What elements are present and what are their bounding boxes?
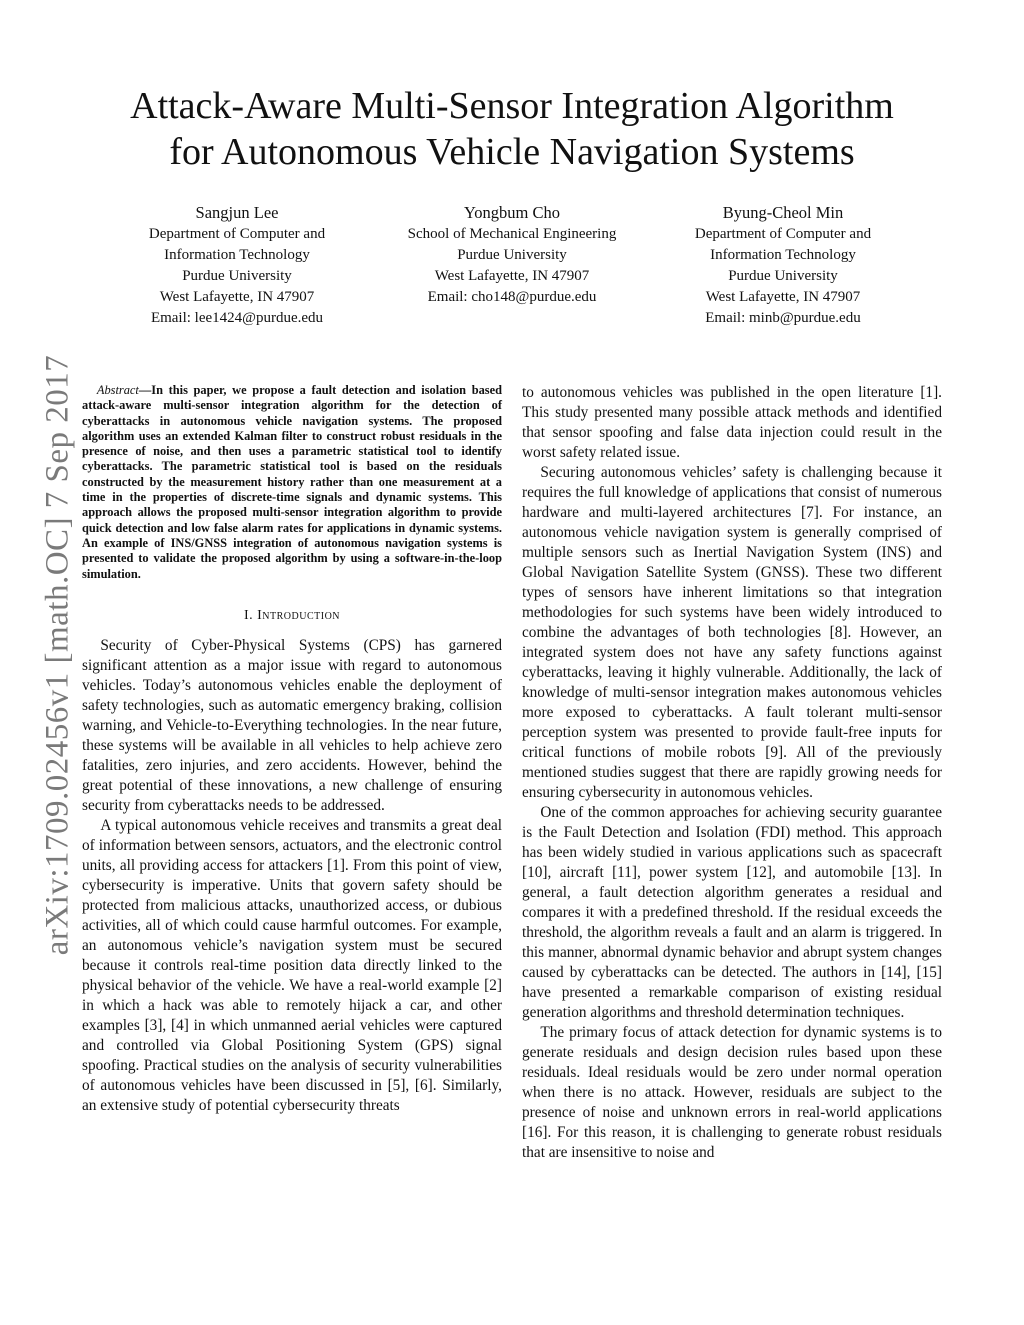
abstract-lead: Abstract <box>96 383 139 397</box>
author-name: Byung-Cheol Min <box>722 203 844 222</box>
author-email: Email: lee1424@purdue.edu <box>150 310 324 326</box>
abstract-text: —In this paper, we propose a fault detection and isolation based attack-aware multi-sensor integration algorithm for the detection of cyberattacks in autonomous vehicle navigation systems. The proposed algorithm uses an extended Kalman filter to construct robust residuals in the presence of noise, and then uses a parametric statistical tool to identify cyberattacks. The parametric statistical tool is based on the residuals constructed by the measurement history rather than one measurement at a time in the properties of discrete-time signals and dynamic systems. This approach allows the proposed multi-sensor integration algorithm to provide quick detection and low false alarm rates for applications in dynamic systems. An example of INS/GNSS integration of autonomous navigation systems is presented to validate the proposed algorithm by using a software-in-the-loop simulation. <box>82 383 502 581</box>
paragraph: One of the common approaches for achieving security guarantee is the Fault Detection and Isolation (FDI) method. This approach has been widely studied in various applications such as spacecraft [10], aircraft [11], power system [12], and automobile [13]. In general, a fault detection algorithm generates a residual and compares it with a predefined threshold. If the residual exceeds the threshold, the algorithm reveals a fault and an alarm is triggered. In this manner, abnormal dynamic behavior and abrupt system changes caused by cyberattacks can be detected. The authors in [14], [15] have presented a remarkable comparison of existing residual generation algorithms and threshold determination techniques. <box>522 804 942 1021</box>
author-affiliation-line: West Lafayette, IN 47907 <box>159 289 315 305</box>
author-affiliation-line: Purdue University <box>182 268 292 284</box>
author-affiliation-line: West Lafayette, IN 47907 <box>434 268 590 284</box>
arxiv-identifier: arXiv:1709.02456v1 [math.OC] 7 Sep 2017 <box>39 354 76 956</box>
right-column <box>522 383 942 1163</box>
author-affiliation-line: Purdue University <box>457 247 567 263</box>
author-email: Email: cho148@purdue.edu <box>427 289 597 305</box>
author-name: Sangjun Lee <box>195 203 279 222</box>
author-2 <box>367 202 657 308</box>
title-line-2: for Autonomous Vehicle Navigation Systems <box>169 131 855 173</box>
author-email: Email: minb@purdue.edu <box>705 310 861 326</box>
paragraph: Securing autonomous vehicles’ safety is challenging because it requires the full knowledge of applications that consist of numerous hardware and multi-layered architectures [7]. For instance, an autonomous vehicle navigation system is generally comprised of multiple sensors such as Inertial Navigation System (INS) and Global Navigation Satellite System (GNSS). These two different types of sensors have inherent limitations so that integration methodologies for such systems have been widely introduced to combine the advantages of both technologies [8]. However, an integrated system does not have any safety functions against cyberattacks, leaving it highly vulnerable. Additionally, the lack of knowledge of multi-sensor integration makes autonomous vehicles more exposed to cyberattacks. A fault tolerant multi-sensor perception system was presented to provide fault-free inputs for critical functions of mobile robots [9]. All of the previously mentioned studies suggest that there are rapidly growing needs for ensuring cybersecurity in autonomous vehicles. <box>522 464 942 801</box>
author-affiliation-line: Information Technology <box>164 247 310 263</box>
paragraph: A typical autonomous vehicle receives and transmits a great deal of information between sensors, actuators, and the electronic control units, all providing access for attackers [1]. From this point of view, cybersecurity is imperative. Units that govern safety should be protected from malicious attacks, unauthorized access, or dubious activities, all of which could cause harmful outcomes. For example, an autonomous vehicle’s navigation system must be secured because it controls real-time position data directly linked to the physical behavior of the vehicle. We have a real-world example [2] in which a hack was able to remotely hijack a car, and other examples [3], [4] in which unmanned aerial vehicles were captured and controlled via Global Positioning System (GPS) signal spoofing. Practical studies on the analysis of security vulnerabilities of autonomous vehicles have been discussed in [5], [6]. Similarly, an extensive study of potential cybersecurity threats <box>82 816 502 1114</box>
paper-title <box>82 83 942 175</box>
author-affiliation-line: Department of Computer and <box>148 226 326 242</box>
author-3 <box>638 202 928 329</box>
author-name: Yongbum Cho <box>464 203 560 222</box>
author-1 <box>92 202 382 329</box>
section-heading-introduction: I. Introduction <box>243 607 341 623</box>
abstract <box>82 383 502 582</box>
author-affiliation-line: Department of Computer and <box>694 226 872 242</box>
paragraph: to autonomous vehicles was published in the open literature [1]. This study presented many possible attack methods and identified that sensor spoofing and false data injection could result in the worst safety related issue. <box>522 384 942 461</box>
author-affiliation-line: Purdue University <box>728 268 838 284</box>
paragraph: Security of Cyber-Physical Systems (CPS) has garnered significant attention as a major issue with regard to autonomous vehicles. Today’s autonomous vehicles enable the deployment of safety technologies, such as automatic emergency braking, collision warning, and Vehicle-to-Everything technologies. In the near future, these systems will be available in all vehicles to help achieve zero fatalities, zero injuries, and zero accidents. However, behind the great potential of these innovations, a new challenge of ensuring security from cyberattacks needs to be addressed. <box>82 636 502 814</box>
author-block <box>82 202 942 332</box>
author-affiliation-line: West Lafayette, IN 47907 <box>705 289 861 305</box>
title-line-1: Attack-Aware Multi-Sensor Integration Algorithm <box>130 85 894 127</box>
author-affiliation-line: School of Mechanical Engineering <box>407 226 617 242</box>
paragraph: The primary focus of attack detection for dynamic systems is to generate residuals and design decision rules based upon these residuals. Ideal residuals would be zero under normal operation when there is no attack. However, residuals are subject to the presence of noise and unknown errors in real-world applications [16]. For this reason, it is challenging to generate robust residuals that are insensitive to noise and <box>522 1024 942 1161</box>
author-affiliation-line: Information Technology <box>710 247 856 263</box>
left-column <box>82 383 502 1116</box>
